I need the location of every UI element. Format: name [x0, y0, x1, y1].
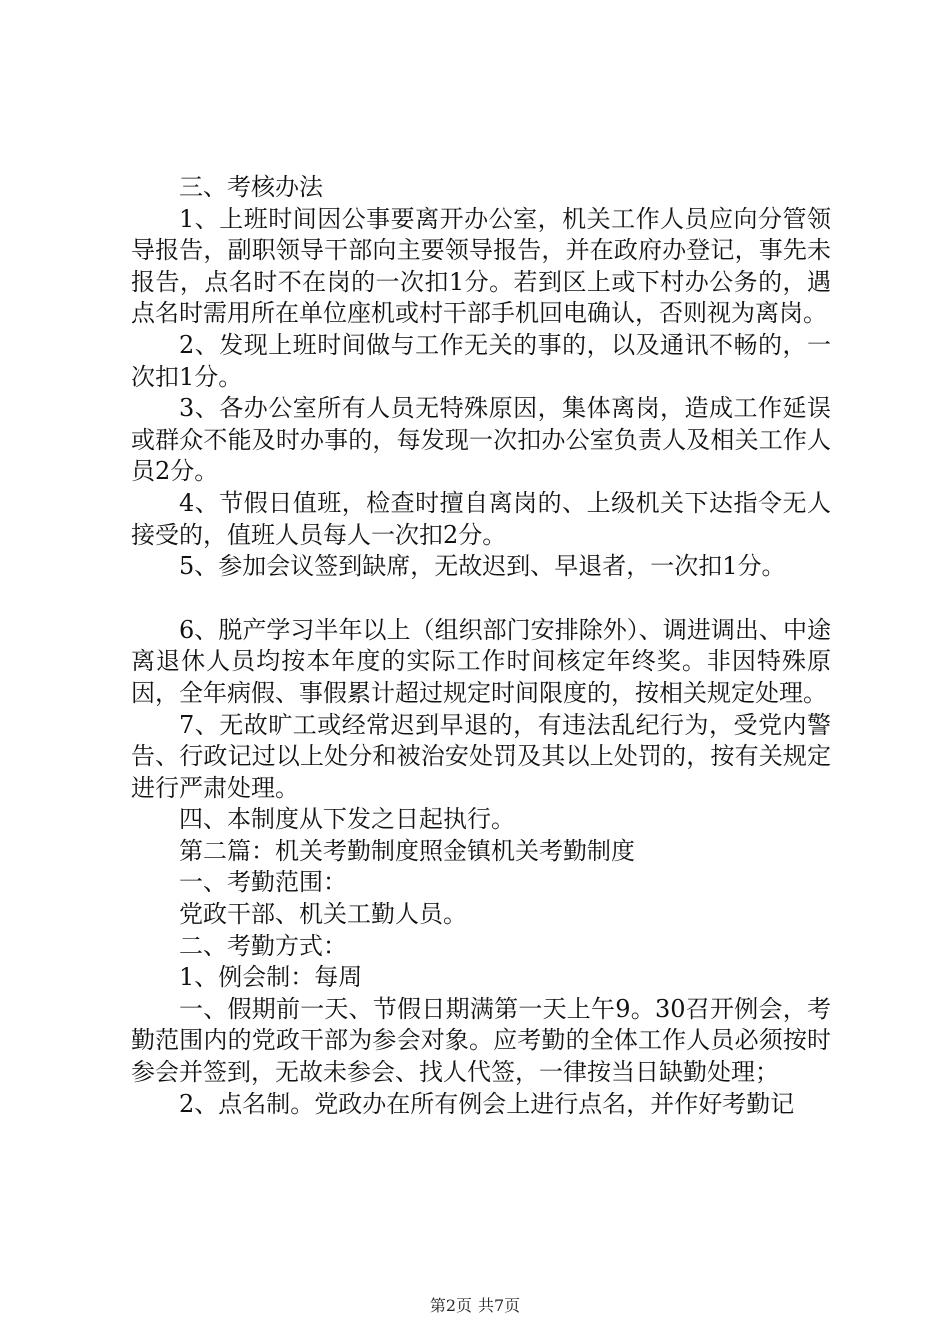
- paragraph-rule-2: 2、发现上班时间做与工作无关的事的，以及通讯不畅的，一次扣1分。: [131, 330, 831, 391]
- paragraph-scope: 党政干部、机关工勤人员。: [179, 900, 467, 929]
- paragraph-rule-5: 5、参加会议签到缺席，无故迟到、早退者，一次扣1分。: [179, 552, 786, 581]
- paragraph-meeting-system: 1、例会制：每周: [179, 963, 363, 992]
- paragraph-roll-call: 2、点名制。党政办在所有例会上进行点名，并作好考勤记: [179, 1089, 795, 1118]
- chapter-title: 第二篇：机关考勤制度照金镇机关考勤制度: [179, 836, 635, 865]
- section-heading-effective: 四、本制度从下发之日起执行。: [179, 805, 515, 834]
- section-heading-scope: 一、考勤范围：: [179, 868, 347, 897]
- paragraph-rule-1: 1、上班时间因公事要离开办公室，机关工作人员应向分管领导报告，副职领导干部向主要领导报告，并在政府办登记，事先未报告，点名时不在岗的一次扣1分。若到区上或下村办公务的，遇点名时需用所在单位座机或村干部手机回电确认，否则视为离岗。: [131, 204, 831, 328]
- page-total: 共7页: [478, 1296, 521, 1315]
- page-number: 第2页: [429, 1296, 472, 1315]
- paragraph-rule-7: 7、无故旷工或经常迟到早退的，有违法乱纪行为，受党内警告、行政记过以上处分和被治安处罚及其以上处罚的，按有关规定进行严肃处理。: [131, 710, 831, 802]
- section-heading-assessment: 三、考核办法: [179, 173, 323, 201]
- paragraph-rule-3: 3、各办公室所有人员无特殊原因，集体离岗，造成工作延误或群众不能及时办事的，每发现一次扣办公室负责人及相关工作人员2分。: [131, 394, 831, 486]
- document-body: [131, 172, 831, 1120]
- paragraph-gap: [131, 583, 831, 615]
- paragraph-rule-6: 6、脱产学习半年以上（组织部门安排除外）、调进调出、中途离退休人员均按本年度的实际工作时间核定年终奖。非因特殊原因，全年病假、事假累计超过规定时间限度的，按相关规定处理。: [131, 615, 831, 707]
- paragraph-meeting-detail: 一、假期前一天、节假日期满第一天上午9。30召开例会，考勤范围内的党政干部为参会对象。应考勤的全体工作人员必须按时参会并签到，无故未参会、找人代签，一律按当日缺勤处理；: [131, 994, 831, 1087]
- section-heading-method: 二、考勤方式：: [179, 931, 347, 960]
- page-footer: [0, 1296, 950, 1316]
- paragraph-rule-4: 4、节假日值班，检查时擅自离岗的、上级机关下达指令无人接受的，值班人员每人一次扣2分。: [131, 488, 831, 549]
